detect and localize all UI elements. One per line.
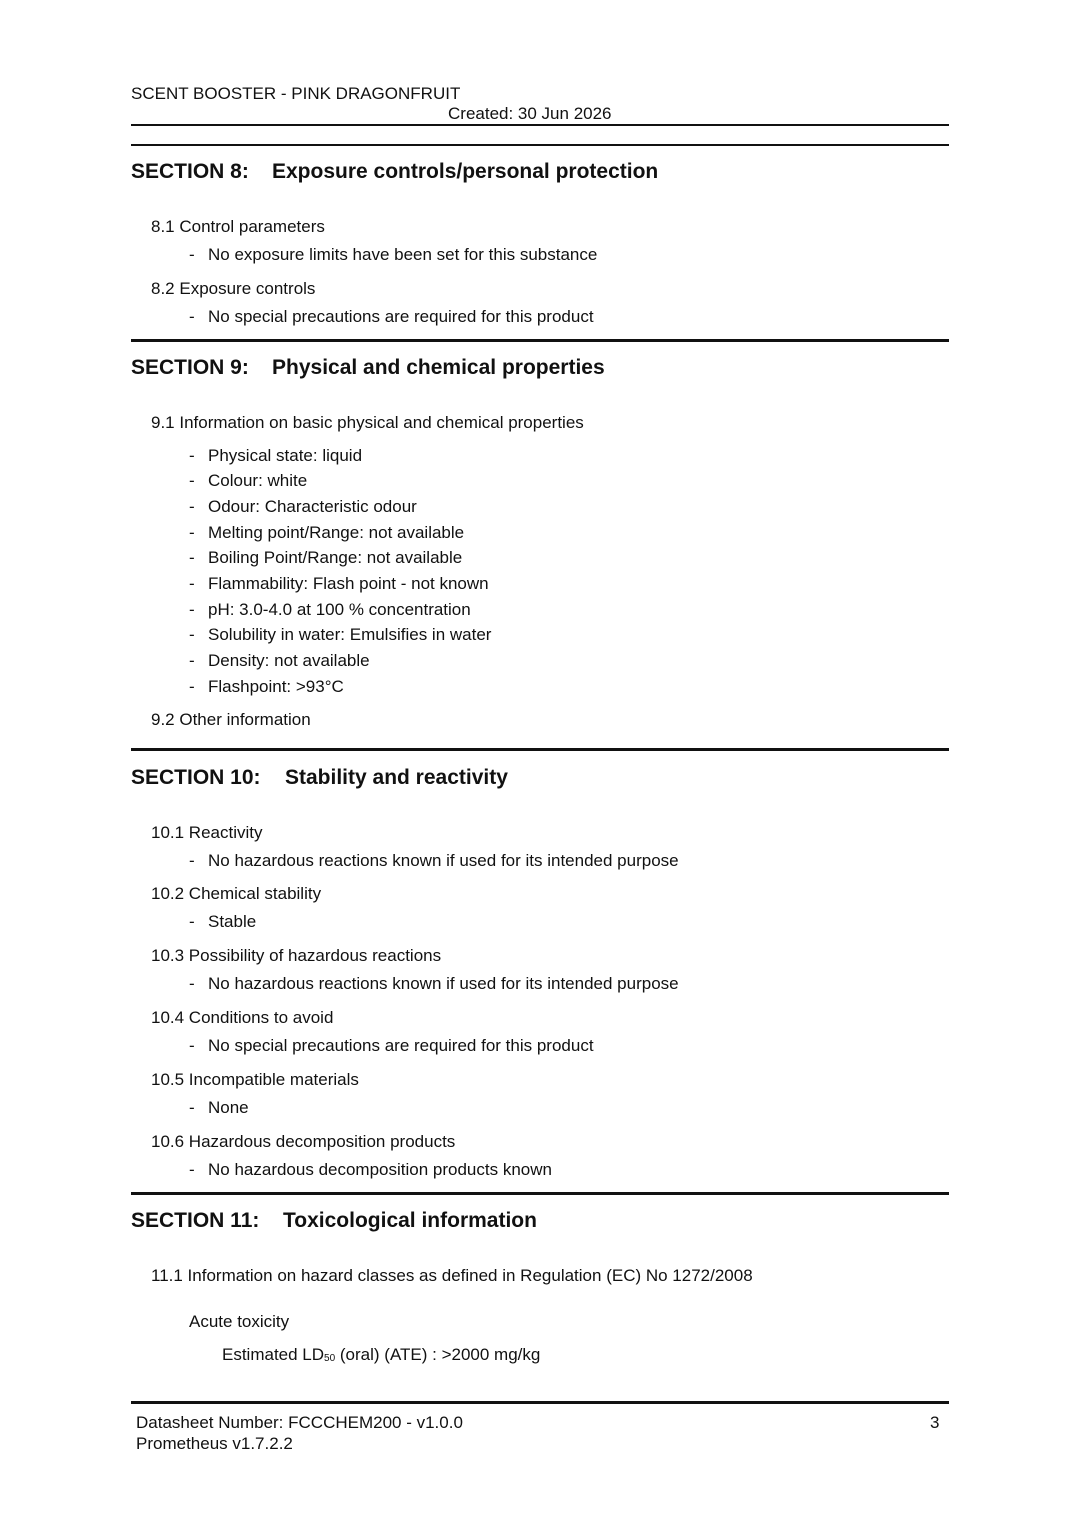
subsection-heading: 8.1 Control parameters	[151, 217, 325, 236]
subsection-heading: 10.4 Conditions to avoid	[151, 1008, 334, 1027]
list-item: - Flashpoint: >93°C	[189, 677, 344, 696]
subsection-heading: 10.6 Hazardous decomposition products	[151, 1132, 456, 1151]
list-item: - No hazardous decomposition products known	[189, 1160, 552, 1179]
header-divider	[131, 124, 949, 126]
list-item: - Solubility in water: Emulsifies in water	[189, 625, 492, 644]
section-8-heading	[131, 160, 658, 184]
section-divider	[131, 1192, 949, 1195]
list-item: - Colour: white	[189, 471, 308, 490]
list-item: - Physical state: liquid	[189, 446, 363, 465]
subsection-heading: 10.3 Possibility of hazardous reactions	[151, 946, 442, 965]
acute-toxicity-label: Acute toxicity	[189, 1312, 290, 1331]
datasheet-number: Datasheet Number: FCCCHEM200 - v1.0.0	[136, 1413, 463, 1432]
section-divider	[131, 748, 949, 751]
list-item: - pH: 3.0-4.0 at 100 % concentration	[189, 600, 471, 619]
subsection-heading: 10.5 Incompatible materials	[151, 1070, 359, 1089]
list-item: - Odour: Characteristic odour	[189, 497, 417, 516]
page-number: 3	[930, 1413, 940, 1432]
list-item: - Flammability: Flash point - not known	[189, 574, 489, 593]
subsection-heading: 9.1 Information on basic physical and chemical properties	[151, 413, 584, 432]
section-11-heading	[131, 1209, 537, 1233]
footer-divider	[131, 1401, 949, 1404]
subsection-heading: 10.2 Chemical stability	[151, 884, 322, 903]
section-title: Stability and reactivity	[285, 766, 508, 789]
list-item: - Melting point/Range: not available	[189, 523, 465, 542]
section-number: SECTION 8:	[131, 160, 249, 183]
section-9-heading	[131, 356, 605, 380]
section-title: Toxicological information	[283, 1209, 537, 1232]
list-item: - Stable	[189, 912, 257, 931]
list-item: - None	[189, 1098, 249, 1117]
subsection-heading: 9.2 Other information	[151, 710, 311, 729]
section-divider	[131, 339, 949, 342]
section-number: SECTION 10:	[131, 766, 261, 789]
section-10-heading	[131, 766, 508, 790]
section-title: Physical and chemical properties	[272, 356, 605, 379]
list-item: - No hazardous reactions known if used for its intended purpose	[189, 851, 679, 870]
list-item: - Density: not available	[189, 651, 370, 670]
section-divider	[131, 144, 949, 146]
ld50-value: Estimated LD50 (oral) (ATE) : >2000 mg/kg	[222, 1345, 541, 1364]
software-version: Prometheus v1.7.2.2	[136, 1434, 293, 1453]
section-number: SECTION 9:	[131, 356, 249, 379]
subsection-heading: 11.1 Information on hazard classes as defined in Regulation (EC) No 1272/2008	[151, 1266, 753, 1285]
list-item: - No exposure limits have been set for this substance	[189, 245, 598, 264]
subsection-heading: 10.1 Reactivity	[151, 823, 263, 842]
section-number: SECTION 11:	[131, 1209, 260, 1232]
subsection-heading: 8.2 Exposure controls	[151, 279, 316, 298]
created-date: Created: 30 Jun 2026	[448, 104, 612, 123]
document-product-name: SCENT BOOSTER - PINK DRAGONFRUIT	[131, 84, 461, 103]
list-item: - No special precautions are required for this product	[189, 1036, 594, 1055]
list-item: - Boiling Point/Range: not available	[189, 548, 463, 567]
section-title: Exposure controls/personal protection	[272, 160, 659, 183]
list-item: - No hazardous reactions known if used for its intended purpose	[189, 974, 679, 993]
list-item: - No special precautions are required for this product	[189, 307, 594, 326]
